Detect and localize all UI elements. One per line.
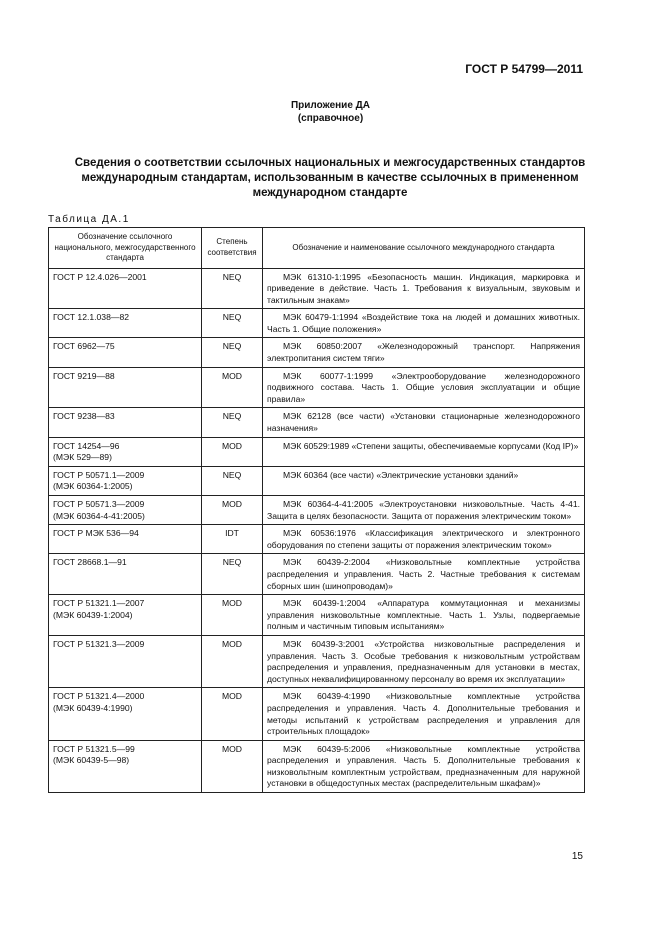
national-standard-cell <box>49 554 202 595</box>
international-standard-cell: МЭК 60439-1:2004 «Аппаратура коммутационная и механизмы управления низковольтные комплектные. Часть 1. Узлы, подвергаемые полным и частичным типовым испытаниям» <box>263 595 585 636</box>
national-standard-cell <box>49 437 202 466</box>
table-header-row <box>49 228 585 269</box>
national-standard-cell <box>49 367 202 408</box>
table-row <box>49 437 585 466</box>
table-row <box>49 367 585 408</box>
national-standard-cell <box>49 268 202 309</box>
table-row <box>49 595 585 636</box>
main-title-line: международным стандартам, использованным в качестве ссылочных в примененном <box>81 172 579 184</box>
table-row <box>49 496 585 525</box>
national-standard-code: ГОСТ 9219—88 <box>53 370 115 381</box>
international-standard-cell: МЭК 60850:2007 «Железнодорожный транспорт. Напряжения электропитания систем тяги» <box>263 338 585 367</box>
national-standard-equivalent: (МЭК 60439-4:1990) <box>53 702 133 713</box>
degree-cell: MOD <box>202 688 263 740</box>
degree-cell: NEQ <box>202 554 263 595</box>
degree-cell: IDT <box>202 525 263 554</box>
header-degree: Степень соответствия <box>202 228 263 269</box>
appendix-title: Приложение ДА <box>290 100 371 111</box>
table-row <box>49 268 585 309</box>
page-number: 15 <box>571 851 583 862</box>
table-row <box>49 309 585 338</box>
international-standard-cell: МЭК 60479-1:1994 «Воздействие тока на людей и домашних животных. Часть 1. Общие положения» <box>263 309 585 338</box>
national-standard-code: ГОСТ Р 51321.5—99 <box>53 743 135 754</box>
national-standard-equivalent: (МЭК 60364-1:2005) <box>53 481 133 492</box>
correspondence-table <box>48 227 585 793</box>
international-standard-cell: МЭК 60364-4-41:2005 «Электроустановки низковольтные. Часть 4-41. Защита в целях безопасности. Защита от поражения электрическим током» <box>263 496 585 525</box>
degree-cell: NEQ <box>202 268 263 309</box>
table-row <box>49 466 585 495</box>
appendix-heading <box>0 99 661 125</box>
degree-cell: MOD <box>202 740 263 792</box>
national-standard-code: ГОСТ Р МЭК 536—94 <box>53 528 139 539</box>
degree-cell: NEQ <box>202 309 263 338</box>
national-standard-cell <box>49 595 202 636</box>
national-standard-cell <box>49 496 202 525</box>
main-title <box>60 156 600 201</box>
international-standard-cell: МЭК 60077-1:1999 «Электрооборудование железнодорожного подвижного состава. Часть 1. Общие условия эксплуатации и общие правила» <box>263 367 585 408</box>
international-standard-cell: МЭК 60439-5:2006 «Низковольтные комплектные устройства распределения и управления. Часть 5. Дополнительные требования к низковольтным комплектным устройствам, предназначенным для наружной установки в общедоступных местах (распределительным шкафам)» <box>263 740 585 792</box>
national-standard-equivalent: (МЭК 60439-5—98) <box>53 755 130 766</box>
degree-cell: MOD <box>202 635 263 687</box>
table-body <box>49 268 585 793</box>
international-standard-cell: МЭК 60439-4:1990 «Низковольтные комплектные устройства распределения и управления. Часть 4. Дополнительные требования и методы испытаний к устройствам распределения и управления для строительных площадок» <box>263 688 585 740</box>
table-row <box>49 338 585 367</box>
main-title-line: Сведения о соответствии ссылочных национальных и межгосударственных стандартов <box>74 157 586 169</box>
degree-cell: MOD <box>202 437 263 466</box>
international-standard-cell: МЭК 60536:1976 «Классификация электрического и электронного оборудования по степени защиты от поражения электрическим током» <box>263 525 585 554</box>
header-international-standard: Обозначение и наименование ссылочного международного стандарта <box>263 228 585 269</box>
national-standard-equivalent: (МЭК 60364-4-41:2005) <box>53 510 145 521</box>
national-standard-code: ГОСТ Р 12.4.026—2001 <box>53 271 147 282</box>
national-standard-code: ГОСТ 12.1.038—82 <box>53 312 130 323</box>
table-row <box>49 554 585 595</box>
degree-cell: NEQ <box>202 408 263 437</box>
international-standard-cell: МЭК 60364 (все части) «Электрические установки зданий» <box>263 466 585 495</box>
degree-cell: NEQ <box>202 338 263 367</box>
national-standard-code: ГОСТ Р 51321.4—2000 <box>53 691 145 702</box>
document-code: ГОСТ Р 54799—2011 <box>465 62 583 76</box>
national-standard-cell <box>49 408 202 437</box>
national-standard-cell <box>49 635 202 687</box>
degree-cell: MOD <box>202 595 263 636</box>
main-title-line: международном стандарте <box>252 187 408 199</box>
degree-cell: MOD <box>202 367 263 408</box>
national-standard-code: ГОСТ 9238—83 <box>53 411 115 422</box>
international-standard-cell: МЭК 60439-3:2001 «Устройства низковольтные распределения и управления. Часть 3. Особые требования к низковольтным устройствам распределения и управления, предназначенным для установки в местах, доступных неквалифицированному персоналу во время их эксплуатации» <box>263 635 585 687</box>
international-standard-cell: МЭК 62128 (все части) «Установки стационарные железнодорожного назначения» <box>263 408 585 437</box>
national-standard-cell <box>49 688 202 740</box>
degree-cell: NEQ <box>202 466 263 495</box>
table-row <box>49 525 585 554</box>
national-standard-code: ГОСТ Р 51321.3—2009 <box>53 638 145 649</box>
table-row <box>49 635 585 687</box>
degree-cell: MOD <box>202 496 263 525</box>
national-standard-cell <box>49 525 202 554</box>
international-standard-cell: МЭК 60439-2:2004 «Низковольтные комплектные устройства распределения и управления. Часть 2. Частные требования к системам сборных шин (шинопроводам)» <box>263 554 585 595</box>
national-standard-code: ГОСТ 14254—96 <box>53 440 120 451</box>
national-standard-code: ГОСТ 6962—75 <box>53 341 115 352</box>
national-standard-code: ГОСТ 28668.1—91 <box>53 557 127 568</box>
table-row <box>49 688 585 740</box>
national-standard-cell <box>49 740 202 792</box>
table-label: Таблица ДА.1 <box>48 214 130 225</box>
national-standard-cell <box>49 338 202 367</box>
national-standard-equivalent: (МЭК 60439-1:2004) <box>53 609 133 620</box>
header-national-standard: Обозначение ссылочного национального, межгосударственного стандарта <box>49 228 202 269</box>
table-row <box>49 740 585 792</box>
national-standard-cell <box>49 466 202 495</box>
table-row <box>49 408 585 437</box>
international-standard-cell: МЭК 61310-1:1995 «Безопасность машин. Индикация, маркировка и приведение в действие. Часть 1. Требования к визуальным, звуковым и тактильным знакам» <box>263 268 585 309</box>
appendix-subtitle: (справочное) <box>297 113 364 124</box>
international-standard-cell: МЭК 60529:1989 «Степени защиты, обеспечиваемые корпусами (Код IP)» <box>263 437 585 466</box>
national-standard-code: ГОСТ Р 50571.3—2009 <box>53 499 145 509</box>
national-standard-code: ГОСТ Р 51321.1—2007 <box>53 598 145 609</box>
national-standard-code: ГОСТ Р 50571.1—2009 <box>53 469 145 480</box>
national-standard-cell <box>49 309 202 338</box>
national-standard-equivalent: (МЭК 529—89) <box>53 452 112 463</box>
